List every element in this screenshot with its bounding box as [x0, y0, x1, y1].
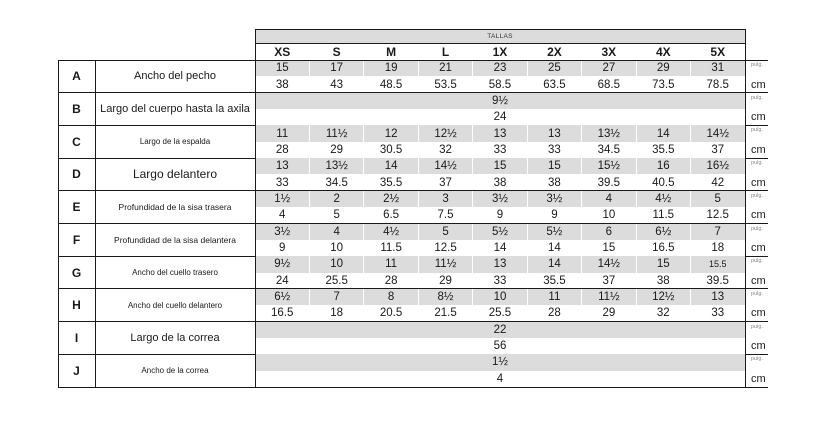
- unit-imperial-label: pulg.: [751, 62, 763, 68]
- metric-value: 29: [418, 273, 472, 289]
- metric-value: 35.5: [527, 273, 581, 289]
- imperial-value: 15½: [582, 158, 636, 174]
- imperial-value: 4½: [636, 191, 690, 207]
- letter-divider: [95, 60, 96, 387]
- imperial-value: 1½: [255, 191, 309, 207]
- unit-metric-label: cm: [751, 372, 766, 385]
- unit-metric-label: cm: [751, 242, 766, 255]
- column-gap: [309, 224, 310, 240]
- imperial-value: 5: [418, 224, 472, 240]
- metric-value: 34.5: [309, 174, 363, 190]
- column-gap: [418, 60, 419, 76]
- metric-value: 30.5: [364, 142, 418, 158]
- imperial-value: 10: [309, 256, 363, 272]
- metric-value: 18: [309, 305, 363, 321]
- size-header-xs: XS: [274, 44, 291, 59]
- column-gap: [527, 289, 528, 305]
- metric-value: 38: [636, 273, 690, 289]
- column-gap: [472, 289, 473, 305]
- column-gap: [309, 158, 310, 174]
- metric-value: 32: [418, 142, 472, 158]
- column-gap: [581, 60, 582, 76]
- unit-imperial-label: pulg.: [751, 356, 763, 363]
- column-gap: [636, 158, 637, 174]
- metric-value: 14: [473, 240, 527, 256]
- column-gap: [690, 289, 691, 305]
- row-letter: I: [74, 330, 79, 345]
- imperial-value: 22: [255, 322, 745, 338]
- imperial-value: 13: [255, 158, 309, 174]
- imperial-value: 14: [636, 125, 690, 141]
- imperial-value: 11½: [309, 125, 363, 141]
- imperial-value: 11: [255, 125, 309, 141]
- metric-value: 11.5: [364, 240, 418, 256]
- metric-value: 48.5: [364, 76, 418, 92]
- column-gap: [527, 224, 528, 240]
- metric-value: 14: [527, 240, 581, 256]
- imperial-value: 13: [473, 256, 527, 272]
- unit-metric-label: cm: [751, 78, 766, 91]
- metric-value: 24: [255, 273, 309, 289]
- metric-value: 20.5: [364, 305, 418, 321]
- column-gap: [363, 289, 364, 305]
- unit-imperial-label: pulg.: [751, 258, 763, 265]
- column-gap: [472, 191, 473, 207]
- metric-value: 6.5: [364, 207, 418, 223]
- metric-value: 9: [527, 207, 581, 223]
- imperial-value: 3½: [527, 191, 581, 207]
- metric-value: 25.5: [309, 273, 363, 289]
- metric-value: 39.5: [691, 273, 745, 289]
- imperial-value: 3½: [255, 224, 309, 240]
- imperial-value: 5: [691, 191, 745, 207]
- column-gap: [363, 256, 364, 272]
- imperial-value: 14½: [418, 158, 472, 174]
- unit-imperial-label: pulg.: [751, 94, 763, 101]
- metric-value: 29: [582, 305, 636, 321]
- imperial-value: 5½: [527, 224, 581, 240]
- column-gap: [363, 191, 364, 207]
- column-gap: [636, 125, 637, 141]
- imperial-value: 4½: [364, 224, 418, 240]
- imperial-value: 13: [691, 289, 745, 305]
- metric-value: 58.5: [473, 76, 527, 92]
- values-right-border: [745, 29, 746, 387]
- unit-metric-label: cm: [751, 340, 766, 353]
- size-header-m: M: [386, 44, 397, 59]
- metric-value: 33: [473, 142, 527, 158]
- metric-value: 37: [691, 142, 745, 158]
- column-gap: [309, 191, 310, 207]
- imperial-value: 19: [364, 60, 418, 76]
- metric-value: 29: [309, 142, 363, 158]
- metric-value: 18: [691, 240, 745, 256]
- imperial-value: 15: [473, 158, 527, 174]
- imperial-value: 16: [636, 158, 690, 174]
- row-letter: D: [72, 167, 81, 182]
- size-header-3x: 3X: [601, 44, 617, 59]
- imperial-value: 15.5: [691, 256, 745, 272]
- row-label: Profundidad de la sisa trasera: [118, 202, 232, 213]
- metric-value: 21.5: [418, 305, 472, 321]
- header-bottom-border: [58, 60, 768, 61]
- metric-value: 42: [691, 174, 745, 190]
- metric-value: 63.5: [527, 76, 581, 92]
- metric-value: 10: [582, 207, 636, 223]
- metric-value: 33: [255, 174, 309, 190]
- metric-value: 33: [473, 273, 527, 289]
- metric-value: 10: [309, 240, 363, 256]
- metric-value: 12.5: [691, 207, 745, 223]
- imperial-value: 2: [309, 191, 363, 207]
- column-gap: [527, 158, 528, 174]
- row-label: Largo del cuerpo hasta la axila: [100, 103, 250, 116]
- imperial-value: 9½: [255, 256, 309, 272]
- metric-value: 9: [473, 207, 527, 223]
- metric-value: 78.5: [691, 76, 745, 92]
- unit-metric-label: cm: [751, 176, 766, 189]
- metric-value: 4: [255, 207, 309, 223]
- left-border: [58, 60, 59, 387]
- imperial-value: 13½: [582, 125, 636, 141]
- row-letter: G: [71, 265, 82, 280]
- imperial-value: 21: [418, 60, 472, 76]
- metric-value: 28: [527, 305, 581, 321]
- row-letter: A: [72, 69, 81, 84]
- column-gap: [309, 60, 310, 76]
- row-letter: E: [72, 200, 81, 215]
- column-gap: [363, 158, 364, 174]
- column-gap: [527, 60, 528, 76]
- imperial-value: 14½: [691, 125, 745, 141]
- column-gap: [636, 60, 637, 76]
- column-gap: [581, 158, 582, 174]
- size-header-4x: 4X: [655, 44, 671, 59]
- imperial-value: 6½: [636, 224, 690, 240]
- metric-value: 28: [364, 273, 418, 289]
- imperial-value: 15: [527, 158, 581, 174]
- imperial-value: 11: [527, 289, 581, 305]
- imperial-value: 14: [527, 256, 581, 272]
- column-gap: [581, 125, 582, 141]
- metric-value: 38: [473, 174, 527, 190]
- table-top-border: [255, 29, 745, 30]
- imperial-value: 10: [473, 289, 527, 305]
- column-gap: [309, 256, 310, 272]
- row-letter: F: [72, 232, 81, 247]
- metric-value: 33: [527, 142, 581, 158]
- imperial-value: 13: [527, 125, 581, 141]
- column-gap: [472, 158, 473, 174]
- imperial-value: 2½: [364, 191, 418, 207]
- imperial-value: 9½: [255, 93, 745, 109]
- imperial-value: 4: [582, 191, 636, 207]
- imperial-value: 15: [636, 256, 690, 272]
- column-gap: [636, 289, 637, 305]
- metric-value: 43: [309, 76, 363, 92]
- column-gap: [418, 191, 419, 207]
- metric-value: 39.5: [582, 174, 636, 190]
- column-gap: [636, 256, 637, 272]
- metric-value: 24: [255, 109, 745, 125]
- imperial-value: 31: [691, 60, 745, 76]
- metric-value: 33: [691, 305, 745, 321]
- unit-imperial-label: pulg.: [751, 290, 763, 297]
- size-header-5x: 5X: [710, 44, 726, 59]
- row-letter: C: [72, 134, 81, 149]
- column-gap: [527, 125, 528, 141]
- column-gap: [418, 125, 419, 141]
- imperial-value: 13: [473, 125, 527, 141]
- column-gap: [472, 224, 473, 240]
- metric-value: 38: [255, 76, 309, 92]
- imperial-value: 7: [691, 224, 745, 240]
- imperial-value: 23: [473, 60, 527, 76]
- metric-value: 53.5: [418, 76, 472, 92]
- metric-value: 4: [255, 371, 745, 387]
- column-gap: [690, 191, 691, 207]
- column-gap: [309, 125, 310, 141]
- unit-imperial-label: pulg.: [751, 192, 763, 199]
- column-gap: [581, 191, 582, 207]
- row-letter: J: [73, 363, 80, 378]
- imperial-value: 14: [364, 158, 418, 174]
- unit-metric-label: cm: [751, 111, 766, 124]
- row-letter: H: [72, 298, 81, 313]
- imperial-value: 6½: [255, 289, 309, 305]
- row-label: Ancho del cuello trasero: [132, 268, 218, 278]
- imperial-value: 1½: [255, 354, 745, 370]
- imperial-value: 29: [636, 60, 690, 76]
- row-letter: B: [72, 102, 81, 117]
- unit-metric-label: cm: [751, 307, 766, 320]
- imperial-value: 5½: [473, 224, 527, 240]
- metric-value: 37: [582, 273, 636, 289]
- column-gap: [690, 256, 691, 272]
- imperial-value: 15: [255, 60, 309, 76]
- size-header-2x: 2X: [547, 44, 562, 59]
- column-gap: [472, 125, 473, 141]
- row-label: Largo de la espalda: [139, 137, 211, 147]
- row-label: Ancho del pecho: [134, 70, 216, 83]
- column-gap: [418, 289, 419, 305]
- column-gap: [363, 60, 364, 76]
- column-gap: [309, 289, 310, 305]
- column-gap: [690, 125, 691, 141]
- column-gap: [636, 191, 637, 207]
- metric-value: 38: [527, 174, 581, 190]
- imperial-value: 11½: [582, 289, 636, 305]
- metric-value: 32: [636, 305, 690, 321]
- metric-value: 35.5: [364, 174, 418, 190]
- imperial-value: 12: [364, 125, 418, 141]
- metric-value: 7.5: [418, 207, 472, 223]
- imperial-value: 12½: [636, 289, 690, 305]
- header-divider: [255, 43, 745, 44]
- imperial-value: 12½: [418, 125, 472, 141]
- metric-value: 5: [309, 207, 363, 223]
- column-gap: [363, 125, 364, 141]
- imperial-value: 7: [309, 289, 363, 305]
- imperial-value: 27: [582, 60, 636, 76]
- tallas-header: TALLAS: [255, 29, 745, 43]
- metric-value: 12.5: [418, 240, 472, 256]
- metric-value: 73.5: [636, 76, 690, 92]
- metric-value: 37: [418, 174, 472, 190]
- column-gap: [690, 158, 691, 174]
- unit-metric-label: cm: [751, 274, 766, 287]
- imperial-value: 14½: [582, 256, 636, 272]
- size-header-l: L: [441, 44, 450, 59]
- metric-value: 15: [582, 240, 636, 256]
- label-divider: [255, 29, 256, 387]
- metric-value: 11.5: [636, 207, 690, 223]
- column-gap: [636, 224, 637, 240]
- imperial-value: 4: [309, 224, 363, 240]
- imperial-value: 16½: [691, 158, 745, 174]
- imperial-value: 3: [418, 191, 472, 207]
- metric-value: 56: [255, 338, 745, 354]
- column-gap: [418, 224, 419, 240]
- metric-value: 28: [255, 142, 309, 158]
- unit-imperial-label: pulg.: [751, 160, 763, 167]
- column-gap: [418, 256, 419, 272]
- imperial-value: 11½: [418, 256, 472, 272]
- column-gap: [690, 60, 691, 76]
- imperial-value: 11: [364, 256, 418, 272]
- column-gap: [527, 256, 528, 272]
- imperial-value: 13½: [309, 158, 363, 174]
- row-label: Ancho del cuello delantero: [127, 300, 223, 310]
- row-label: Ancho de la correa: [141, 366, 209, 376]
- unit-imperial-label: pulg.: [751, 127, 763, 134]
- row-divider: [58, 387, 768, 388]
- imperial-value: 6: [582, 224, 636, 240]
- imperial-value: 3½: [473, 191, 527, 207]
- metric-value: 40.5: [636, 174, 690, 190]
- metric-value: 34.5: [582, 142, 636, 158]
- column-gap: [581, 224, 582, 240]
- row-label: Profundidad de la sisa delantera: [114, 234, 236, 245]
- imperial-value: 25: [527, 60, 581, 76]
- column-gap: [581, 289, 582, 305]
- metric-value: 9: [255, 240, 309, 256]
- imperial-value: 8: [364, 289, 418, 305]
- column-gap: [472, 256, 473, 272]
- metric-value: 25.5: [473, 305, 527, 321]
- row-label: Largo delantero: [132, 167, 218, 182]
- column-gap: [690, 224, 691, 240]
- imperial-value: 17: [309, 60, 363, 76]
- metric-value: 35.5: [636, 142, 690, 158]
- size-header-1x: 1X: [492, 44, 508, 59]
- size-header-s: S: [332, 44, 341, 59]
- column-gap: [363, 224, 364, 240]
- unit-imperial-label: pulg.: [751, 323, 763, 330]
- column-gap: [581, 256, 582, 272]
- metric-value: 16.5: [255, 305, 309, 321]
- unit-metric-label: cm: [751, 143, 766, 156]
- column-gap: [527, 191, 528, 207]
- column-gap: [418, 158, 419, 174]
- imperial-value: 8½: [418, 289, 472, 305]
- unit-imperial-label: pulg.: [751, 225, 763, 232]
- column-gap: [472, 60, 473, 76]
- metric-value: 16.5: [636, 240, 690, 256]
- metric-value: 68.5: [582, 76, 636, 92]
- row-label: Largo de la correa: [130, 331, 220, 344]
- unit-metric-label: cm: [751, 209, 766, 222]
